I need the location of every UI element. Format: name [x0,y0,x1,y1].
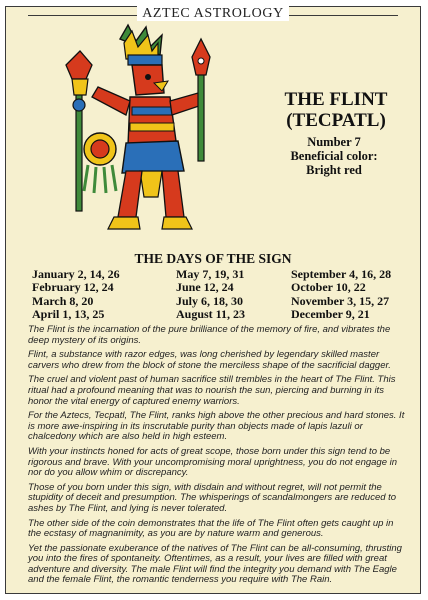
days-entry: January 2, 14, 26 [32,267,120,281]
beneficial-color-label: Beneficial color: [290,149,378,163]
paragraph: Those of you born under this sign, with disdain and without regret, will not permit the stupidity of deceit and presumption. The whisperings of scandalmongers are reduced to ashes by The Flint, and lying is never tolerated. [28,481,397,514]
aztec-warrior-illustration [58,21,228,251]
paragraph: The Flint is the incarnation of the pure brilliance of the memory of fire, and vibrates the deep mystery of its origins. [28,324,391,346]
sign-number: Number 7 [307,135,361,149]
days-entry: April 1, 13, 25 [32,307,105,322]
days-column-2 [176,268,245,322]
days-entry: December 9, 21 [291,307,370,322]
paragraph: The other side of the coin demonstrates that the life of The Flint often gets caught up in the ecstasy of magnanimity, as you are by nature warm and generous. [28,517,394,540]
days-heading: THE DAYS OF THE SIGN [134,251,292,266]
days-entry: November 3, 15, 27 [291,293,390,308]
days-entry: October 10, 22 [291,280,366,295]
description-body [28,325,408,590]
paragraph: Yet the passionate exuberance of the natives of The Flint can be all-consuming, thrusting you into the fires of spontaneity. Oftentimes, as a result, your lives are filled with great adventure and diversity. The male Flint will find the integrity you demand with The Eagle and the female Flint, the romantic tenderness you require with The Rain. [28,542,402,586]
days-entry: August 11, 23 [176,307,246,322]
days-entry: June 12, 24 [176,280,234,295]
paragraph: Flint, a substance with razor edges, was long cherished by legendary skilled master carvers who drew from the block of stone the merciless shape of the sacrificial dagger. [28,349,391,371]
days-column-1 [32,268,120,322]
beneficial-color-value: Bright red [306,163,362,177]
days-entry: February 12, 24 [32,280,114,295]
days-entry: March 8, 20 [32,293,94,308]
paragraph: With your instincts honed for acts of great scope, those born under this sign tend to be rigorous and brave. With your uncompromising moral uprightness, you do not engage in nor do you allow whim or discrepancy. [28,445,398,479]
paragraph: The cruel and violent past of human sacrifice still trembles in the heart of The Flint. This ritual had a profound meaning that was to nourish the sun, piercing and burning in its honor the vital energy of captured enemy warriors. [28,374,396,407]
days-entry: September 4, 16, 28 [291,267,392,281]
sign-info [254,135,414,177]
paragraph: For the Aztecs, Tecpatl, The Flint, ranks high above the other precious and hard stones. It is more awe-inspiring in its inscrutable purity than objects made of lapis lazuli or chalcedony which are also held in high esteem. [28,410,405,443]
sign-title-line2: (TECPATL) [286,110,386,131]
days-entry: May 7, 19, 31 [176,267,245,281]
header-text: AZTEC ASTROLOGY [137,6,289,21]
card-header [6,4,420,22]
sign-title [261,89,411,131]
days-entry: July 6, 18, 30 [176,293,244,308]
days-column-3 [291,268,391,322]
sign-title-line1: THE FLINT [284,89,388,110]
astrology-card [5,6,421,594]
